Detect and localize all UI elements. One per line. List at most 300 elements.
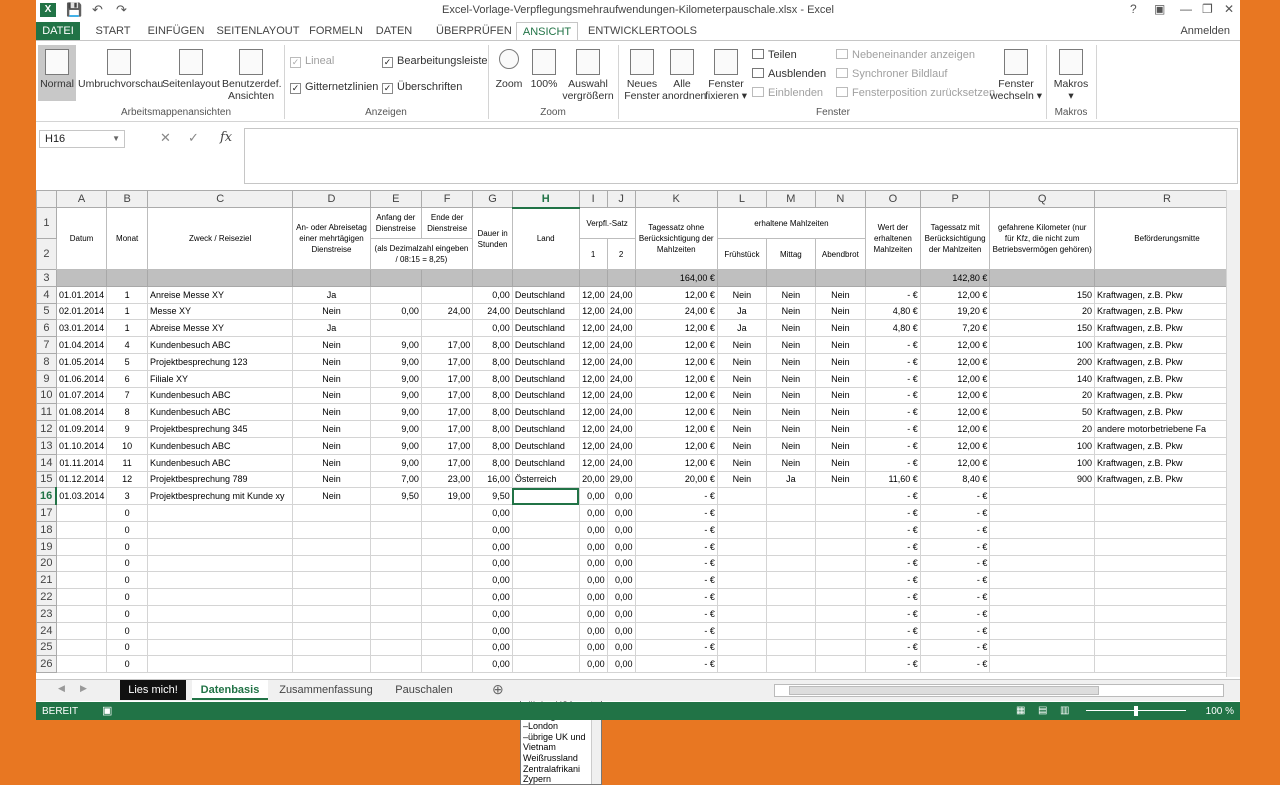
macros-button[interactable]: Makros ▾: [1050, 49, 1092, 102]
cell-monat[interactable]: 0: [107, 605, 148, 622]
column-header-r[interactable]: R: [1094, 191, 1239, 208]
cell-fruehstueck[interactable]: [717, 639, 766, 656]
cell-satz-2[interactable]: 0,00: [607, 589, 635, 606]
cell-fruehstueck[interactable]: Nein: [717, 421, 766, 438]
cell-abendbrot[interactable]: [815, 538, 865, 555]
cell-fruehstueck[interactable]: [717, 605, 766, 622]
cell-zweck[interactable]: Abreise Messe XY: [147, 320, 292, 337]
cell-kilometer[interactable]: 150: [990, 286, 1095, 303]
cell-dauer[interactable]: 8,00: [473, 387, 513, 404]
cell-tagessatz-ohne[interactable]: 12,00 €: [635, 454, 717, 471]
row-header[interactable]: 6: [37, 320, 57, 337]
cell-abendbrot[interactable]: [815, 605, 865, 622]
cell-tagessatz-mit[interactable]: 12,00 €: [920, 353, 990, 370]
cell-satz-1[interactable]: 0,00: [579, 488, 607, 505]
cell-mittag[interactable]: [766, 639, 815, 656]
cell-satz-1[interactable]: 0,00: [579, 589, 607, 606]
cell-ende[interactable]: [421, 521, 472, 538]
cell-mittag[interactable]: Nein: [766, 387, 815, 404]
zoom-level[interactable]: 100 %: [1205, 706, 1234, 717]
normal-view-button[interactable]: Normal: [38, 45, 76, 101]
cell-mittag[interactable]: [766, 622, 815, 639]
cell-abendbrot[interactable]: [815, 589, 865, 606]
cell-ende[interactable]: 17,00: [421, 421, 472, 438]
cell-satz-2[interactable]: 24,00: [607, 353, 635, 370]
cell-kilometer[interactable]: [990, 505, 1095, 522]
cell-monat[interactable]: 8: [107, 404, 148, 421]
total-cell[interactable]: [815, 270, 865, 287]
cell-an-abreise[interactable]: Ja: [293, 320, 370, 337]
cell-satz-1[interactable]: 12,00: [579, 286, 607, 303]
cell-fruehstueck[interactable]: Nein: [717, 387, 766, 404]
cell-anfang[interactable]: [370, 538, 421, 555]
sheet-tab-datenbasis[interactable]: Datenbasis: [192, 680, 268, 700]
cell-abendbrot[interactable]: [815, 572, 865, 589]
cell-dauer[interactable]: 24,00: [473, 303, 513, 320]
cell-monat[interactable]: 11: [107, 454, 148, 471]
cell-dauer[interactable]: 8,00: [473, 421, 513, 438]
cell-satz-1[interactable]: 20,00: [579, 471, 607, 488]
total-cell[interactable]: [147, 270, 292, 287]
help-button[interactable]: ?: [1130, 2, 1137, 16]
cell-tagessatz-ohne[interactable]: 12,00 €: [635, 353, 717, 370]
horizontal-scrollbar[interactable]: [774, 684, 1224, 697]
cell-mittag[interactable]: [766, 488, 815, 505]
cell-land[interactable]: Deutschland: [512, 353, 579, 370]
cell-befoerderung[interactable]: Kraftwagen, z.B. Pkw: [1094, 454, 1239, 471]
cell-kilometer[interactable]: [990, 572, 1095, 589]
cell-befoerderung[interactable]: [1094, 538, 1239, 555]
cell-wert[interactable]: - €: [865, 505, 920, 522]
cell-wert[interactable]: - €: [865, 387, 920, 404]
cell-kilometer[interactable]: 20: [990, 387, 1095, 404]
cell-tagessatz-mit[interactable]: - €: [920, 656, 990, 673]
cell-befoerderung[interactable]: [1094, 605, 1239, 622]
cell-fruehstueck[interactable]: [717, 589, 766, 606]
cell-land[interactable]: [512, 589, 579, 606]
cell-tagessatz-mit[interactable]: 19,20 €: [920, 303, 990, 320]
view-pagebreak-icon[interactable]: ▥: [1060, 705, 1070, 716]
total-tagessatz-mit[interactable]: 142,80 €: [920, 270, 990, 287]
cell-monat[interactable]: 9: [107, 421, 148, 438]
cell-monat[interactable]: 0: [107, 521, 148, 538]
cell-datum[interactable]: [56, 521, 107, 538]
cell-fruehstueck[interactable]: [717, 572, 766, 589]
row-header[interactable]: 5: [37, 303, 57, 320]
cell-abendbrot[interactable]: [815, 521, 865, 538]
cell-dauer[interactable]: 0,00: [473, 320, 513, 337]
row-header[interactable]: 17: [37, 505, 57, 522]
cell-tagessatz-ohne[interactable]: - €: [635, 505, 717, 522]
cell-fruehstueck[interactable]: Nein: [717, 370, 766, 387]
headings-checkbox[interactable]: ✓ Überschriften: [383, 81, 463, 93]
cell-an-abreise[interactable]: [293, 622, 370, 639]
total-cell[interactable]: [865, 270, 920, 287]
cell-satz-2[interactable]: 0,00: [607, 639, 635, 656]
cell-zweck[interactable]: Messe XY: [147, 303, 292, 320]
cell-wert[interactable]: - €: [865, 605, 920, 622]
cell-kilometer[interactable]: 150: [990, 320, 1095, 337]
total-cell[interactable]: [579, 270, 607, 287]
cell-satz-2[interactable]: 0,00: [607, 538, 635, 555]
cell-tagessatz-mit[interactable]: 12,00 €: [920, 337, 990, 354]
cell-dauer[interactable]: 8,00: [473, 437, 513, 454]
cell-ende[interactable]: [421, 555, 472, 572]
sheet-tab-pauschalen[interactable]: Pauschalen: [395, 684, 453, 696]
cell-zweck[interactable]: Filiale XY: [147, 370, 292, 387]
cell-datum[interactable]: [56, 622, 107, 639]
cell-monat[interactable]: 1: [107, 320, 148, 337]
undo-icon[interactable]: ↶: [92, 2, 103, 17]
cell-zweck[interactable]: [147, 538, 292, 555]
cell-satz-2[interactable]: 24,00: [607, 320, 635, 337]
minimize-button[interactable]: —: [1180, 2, 1192, 16]
row-header[interactable]: 7: [37, 337, 57, 354]
cell-fruehstueck[interactable]: [717, 505, 766, 522]
cell-tagessatz-mit[interactable]: - €: [920, 488, 990, 505]
cell-zweck[interactable]: Kundenbesuch ABC: [147, 454, 292, 471]
total-cell[interactable]: [107, 270, 148, 287]
cell-fruehstueck[interactable]: [717, 488, 766, 505]
cell-datum[interactable]: 01.10.2014: [56, 437, 107, 454]
cell-datum[interactable]: 01.05.2014: [56, 353, 107, 370]
reset-position-button[interactable]: Fensterposition zurücksetzen: [836, 87, 995, 99]
cell-monat[interactable]: 0: [107, 572, 148, 589]
cell-wert[interactable]: - €: [865, 404, 920, 421]
dropdown-option[interactable]: Weißrussland: [523, 752, 578, 763]
cell-ende[interactable]: [421, 589, 472, 606]
cell-land[interactable]: [512, 521, 579, 538]
cell-abendbrot[interactable]: Nein: [815, 404, 865, 421]
cell-tagessatz-mit[interactable]: - €: [920, 555, 990, 572]
cell-monat[interactable]: 10: [107, 437, 148, 454]
cell-an-abreise[interactable]: [293, 521, 370, 538]
cell-ende[interactable]: [421, 505, 472, 522]
dropdown-option[interactable]: Vietnam: [523, 742, 556, 753]
cell-mittag[interactable]: [766, 538, 815, 555]
cell-satz-2[interactable]: 24,00: [607, 437, 635, 454]
tab-datei[interactable]: DATEI: [36, 22, 80, 40]
cell-anfang[interactable]: 9,50: [370, 488, 421, 505]
row-header[interactable]: 8: [37, 353, 57, 370]
zoom-button[interactable]: Zoom: [492, 49, 526, 90]
cell-datum[interactable]: [56, 555, 107, 572]
cell-zweck[interactable]: Kundenbesuch ABC: [147, 337, 292, 354]
cell-zweck[interactable]: Projektbesprechung 789: [147, 471, 292, 488]
cell-mittag[interactable]: [766, 589, 815, 606]
cell-kilometer[interactable]: 50: [990, 404, 1095, 421]
cell-satz-1[interactable]: 12,00: [579, 337, 607, 354]
cell-an-abreise[interactable]: Nein: [293, 337, 370, 354]
cell-befoerderung[interactable]: [1094, 622, 1239, 639]
column-header-a[interactable]: A: [56, 191, 107, 208]
cell-datum[interactable]: [56, 656, 107, 673]
cell-kilometer[interactable]: [990, 488, 1095, 505]
cell-abendbrot[interactable]: Nein: [815, 303, 865, 320]
cell-satz-2[interactable]: 0,00: [607, 488, 635, 505]
cell-dauer[interactable]: 0,00: [473, 605, 513, 622]
cell-dauer[interactable]: 8,00: [473, 337, 513, 354]
cell-tagessatz-ohne[interactable]: - €: [635, 639, 717, 656]
cell-an-abreise[interactable]: [293, 656, 370, 673]
cell-anfang[interactable]: 9,00: [370, 337, 421, 354]
column-header-f[interactable]: F: [421, 191, 472, 208]
cell-datum[interactable]: 03.01.2014: [56, 320, 107, 337]
row-header[interactable]: 19: [37, 538, 57, 555]
cell-zweck[interactable]: Kundenbesuch ABC: [147, 404, 292, 421]
cell-befoerderung[interactable]: Kraftwagen, z.B. Pkw: [1094, 303, 1239, 320]
cell-land[interactable]: Deutschland: [512, 286, 579, 303]
row-header[interactable]: 25: [37, 639, 57, 656]
row-header[interactable]: 9: [37, 370, 57, 387]
select-all-corner[interactable]: [37, 191, 57, 208]
dropdown-option[interactable]: –London: [523, 721, 559, 732]
cell-tagessatz-ohne[interactable]: 12,00 €: [635, 286, 717, 303]
cell-ende[interactable]: 17,00: [421, 353, 472, 370]
cell-an-abreise[interactable]: [293, 505, 370, 522]
cell-mittag[interactable]: Nein: [766, 454, 815, 471]
cell-monat[interactable]: 0: [107, 589, 148, 606]
cell-an-abreise[interactable]: Nein: [293, 471, 370, 488]
vertical-scrollbar[interactable]: [1226, 190, 1240, 677]
cell-befoerderung[interactable]: Kraftwagen, z.B. Pkw: [1094, 320, 1239, 337]
cell-befoerderung[interactable]: Kraftwagen, z.B. Pkw: [1094, 387, 1239, 404]
cell-wert[interactable]: - €: [865, 656, 920, 673]
ruler-checkbox[interactable]: ✓ Lineal: [291, 55, 335, 67]
cell-an-abreise[interactable]: Nein: [293, 454, 370, 471]
cell-anfang[interactable]: [370, 572, 421, 589]
cell-land[interactable]: [512, 605, 579, 622]
cell-abendbrot[interactable]: [815, 639, 865, 656]
cell-mittag[interactable]: Nein: [766, 303, 815, 320]
cell-mittag[interactable]: [766, 656, 815, 673]
cell-satz-1[interactable]: 12,00: [579, 320, 607, 337]
cell-an-abreise[interactable]: Ja: [293, 286, 370, 303]
cell-an-abreise[interactable]: [293, 538, 370, 555]
cell-zweck[interactable]: [147, 639, 292, 656]
column-header-c[interactable]: C: [147, 191, 292, 208]
cell-ende[interactable]: 17,00: [421, 387, 472, 404]
cell-zweck[interactable]: Kundenbesuch ABC: [147, 437, 292, 454]
switch-windows-button[interactable]: Fenster wechseln ▾: [990, 49, 1042, 102]
cell-kilometer[interactable]: 100: [990, 437, 1095, 454]
cell-wert[interactable]: - €: [865, 572, 920, 589]
cell-kilometer[interactable]: [990, 521, 1095, 538]
cancel-icon[interactable]: ✕: [160, 130, 171, 145]
total-cell[interactable]: [293, 270, 370, 287]
cell-mittag[interactable]: Nein: [766, 320, 815, 337]
cell-befoerderung[interactable]: Kraftwagen, z.B. Pkw: [1094, 286, 1239, 303]
cell-anfang[interactable]: [370, 505, 421, 522]
cell-zweck[interactable]: Projektbesprechung 345: [147, 421, 292, 438]
cell-satz-2[interactable]: 0,00: [607, 521, 635, 538]
enter-icon[interactable]: ✓: [188, 130, 199, 145]
row-header[interactable]: 1: [37, 208, 57, 239]
cell-mittag[interactable]: [766, 605, 815, 622]
cell-satz-1[interactable]: 12,00: [579, 370, 607, 387]
sync-scroll-button[interactable]: Synchroner Bildlauf: [836, 68, 947, 80]
cell-fruehstueck[interactable]: Nein: [717, 286, 766, 303]
cell-satz-1[interactable]: 0,00: [579, 521, 607, 538]
sign-in-link[interactable]: Anmelden: [1180, 25, 1230, 37]
cell-wert[interactable]: 11,60 €: [865, 471, 920, 488]
cell-mittag[interactable]: Nein: [766, 421, 815, 438]
cell-satz-1[interactable]: 12,00: [579, 387, 607, 404]
row-header[interactable]: 4: [37, 286, 57, 303]
cell-tagessatz-mit[interactable]: 12,00 €: [920, 387, 990, 404]
total-cell[interactable]: [370, 270, 421, 287]
cell-tagessatz-ohne[interactable]: 12,00 €: [635, 421, 717, 438]
dropdown-option[interactable]: –übrige UK und: [523, 731, 586, 742]
cell-tagessatz-ohne[interactable]: 12,00 €: [635, 387, 717, 404]
cell-fruehstueck[interactable]: Ja: [717, 303, 766, 320]
total-cell[interactable]: [421, 270, 472, 287]
cell-abendbrot[interactable]: Nein: [815, 421, 865, 438]
cell-fruehstueck[interactable]: [717, 538, 766, 555]
cell-kilometer[interactable]: [990, 538, 1095, 555]
cell-monat[interactable]: 4: [107, 337, 148, 354]
cell-tagessatz-mit[interactable]: - €: [920, 605, 990, 622]
cell-monat[interactable]: 0: [107, 639, 148, 656]
cell-dauer[interactable]: 8,00: [473, 404, 513, 421]
cell-satz-2[interactable]: 24,00: [607, 454, 635, 471]
cell-an-abreise[interactable]: Nein: [293, 488, 370, 505]
cell-anfang[interactable]: 9,00: [370, 387, 421, 404]
cell-monat[interactable]: 1: [107, 286, 148, 303]
cell-abendbrot[interactable]: Nein: [815, 471, 865, 488]
cell-datum[interactable]: 01.07.2014: [56, 387, 107, 404]
cell-zweck[interactable]: [147, 656, 292, 673]
cell-abendbrot[interactable]: [815, 505, 865, 522]
cell-mittag[interactable]: [766, 555, 815, 572]
cell-an-abreise[interactable]: Nein: [293, 387, 370, 404]
cell-land[interactable]: Österreich: [512, 471, 579, 488]
cell-wert[interactable]: 4,80 €: [865, 320, 920, 337]
cell-tagessatz-ohne[interactable]: 12,00 €: [635, 320, 717, 337]
cell-fruehstueck[interactable]: [717, 622, 766, 639]
cell-dauer[interactable]: 0,00: [473, 505, 513, 522]
cell-tagessatz-mit[interactable]: - €: [920, 505, 990, 522]
cell-befoerderung[interactable]: [1094, 572, 1239, 589]
cell-datum[interactable]: 01.03.2014: [56, 488, 107, 505]
cell-kilometer[interactable]: [990, 639, 1095, 656]
cell-mittag[interactable]: Nein: [766, 337, 815, 354]
cell-an-abreise[interactable]: Nein: [293, 370, 370, 387]
row-header[interactable]: 22: [37, 589, 57, 606]
cell-abendbrot[interactable]: Nein: [815, 320, 865, 337]
cell-tagessatz-ohne[interactable]: - €: [635, 538, 717, 555]
cell-tagessatz-mit[interactable]: - €: [920, 521, 990, 538]
cell-befoerderung[interactable]: [1094, 505, 1239, 522]
tab-entwicklertools[interactable]: ENTWICKLERTOOLS: [588, 25, 698, 37]
cell-land[interactable]: Deutschland: [512, 454, 579, 471]
total-cell[interactable]: [717, 270, 766, 287]
cell-land[interactable]: [512, 656, 579, 673]
cell-kilometer[interactable]: [990, 555, 1095, 572]
cell-satz-1[interactable]: 0,00: [579, 639, 607, 656]
cell-tagessatz-ohne[interactable]: 24,00 €: [635, 303, 717, 320]
cell-wert[interactable]: - €: [865, 353, 920, 370]
cell-satz-2[interactable]: 24,00: [607, 303, 635, 320]
cell-monat[interactable]: 7: [107, 387, 148, 404]
total-cell[interactable]: [607, 270, 635, 287]
hide-button[interactable]: Ausblenden: [752, 68, 826, 80]
cell-befoerderung[interactable]: [1094, 521, 1239, 538]
cell-zweck[interactable]: [147, 555, 292, 572]
cell-satz-2[interactable]: 0,00: [607, 656, 635, 673]
side-by-side-button[interactable]: Nebeneinander anzeigen: [836, 49, 975, 61]
tab-ansicht[interactable]: ANSICHT: [516, 22, 578, 41]
cell-land[interactable]: Deutschland: [512, 437, 579, 454]
cell-ende[interactable]: [421, 656, 472, 673]
cell-anfang[interactable]: [370, 555, 421, 572]
cell-kilometer[interactable]: [990, 622, 1095, 639]
cell-datum[interactable]: 01.06.2014: [56, 370, 107, 387]
cell-wert[interactable]: - €: [865, 337, 920, 354]
cell-tagessatz-ohne[interactable]: - €: [635, 555, 717, 572]
restore-button[interactable]: ❐: [1202, 2, 1213, 16]
cell-ende[interactable]: 17,00: [421, 337, 472, 354]
cell-tagessatz-mit[interactable]: 12,00 €: [920, 286, 990, 303]
column-header-o[interactable]: O: [865, 191, 920, 208]
cell-mittag[interactable]: Nein: [766, 353, 815, 370]
cell-tagessatz-ohne[interactable]: 12,00 €: [635, 337, 717, 354]
cell-befoerderung[interactable]: [1094, 555, 1239, 572]
cell-an-abreise[interactable]: [293, 589, 370, 606]
cell-satz-2[interactable]: 29,00: [607, 471, 635, 488]
cell-ende[interactable]: [421, 639, 472, 656]
cell-land[interactable]: Deutschland: [512, 303, 579, 320]
cell-land[interactable]: [512, 538, 579, 555]
cell-befoerderung[interactable]: [1094, 639, 1239, 656]
cell-abendbrot[interactable]: Nein: [815, 353, 865, 370]
cell-zweck[interactable]: [147, 521, 292, 538]
cell-wert[interactable]: - €: [865, 370, 920, 387]
cell-satz-1[interactable]: 12,00: [579, 437, 607, 454]
cell-land[interactable]: [512, 622, 579, 639]
cell-zweck[interactable]: [147, 605, 292, 622]
row-header[interactable]: 18: [37, 521, 57, 538]
tab-seitenlayout[interactable]: SEITENLAYOUT: [216, 25, 300, 37]
cell-mittag[interactable]: Nein: [766, 370, 815, 387]
cell-ende[interactable]: 17,00: [421, 404, 472, 421]
cell-anfang[interactable]: 9,00: [370, 353, 421, 370]
cell-monat[interactable]: 0: [107, 656, 148, 673]
cell-an-abreise[interactable]: Nein: [293, 404, 370, 421]
row-header[interactable]: 20: [37, 555, 57, 572]
cell-tagessatz-mit[interactable]: 7,20 €: [920, 320, 990, 337]
cell-tagessatz-ohne[interactable]: - €: [635, 589, 717, 606]
cell-tagessatz-ohne[interactable]: - €: [635, 656, 717, 673]
cell-satz-1[interactable]: 12,00: [579, 303, 607, 320]
cell-wert[interactable]: - €: [865, 521, 920, 538]
cell-anfang[interactable]: 9,00: [370, 370, 421, 387]
cell-fruehstueck[interactable]: Nein: [717, 437, 766, 454]
arrange-all-button[interactable]: Alle anordnen: [662, 49, 702, 102]
cell-satz-1[interactable]: 0,00: [579, 622, 607, 639]
row-header[interactable]: 26: [37, 656, 57, 673]
cell-fruehstueck[interactable]: [717, 521, 766, 538]
cell-kilometer[interactable]: [990, 605, 1095, 622]
cell-befoerderung[interactable]: Kraftwagen, z.B. Pkw: [1094, 353, 1239, 370]
cell-land[interactable]: [512, 555, 579, 572]
close-button[interactable]: ✕: [1224, 2, 1235, 16]
cell-datum[interactable]: [56, 605, 107, 622]
cell-satz-2[interactable]: 24,00: [607, 387, 635, 404]
cell-tagessatz-mit[interactable]: - €: [920, 538, 990, 555]
cell-mittag[interactable]: Ja: [766, 471, 815, 488]
cell-datum[interactable]: 01.08.2014: [56, 404, 107, 421]
